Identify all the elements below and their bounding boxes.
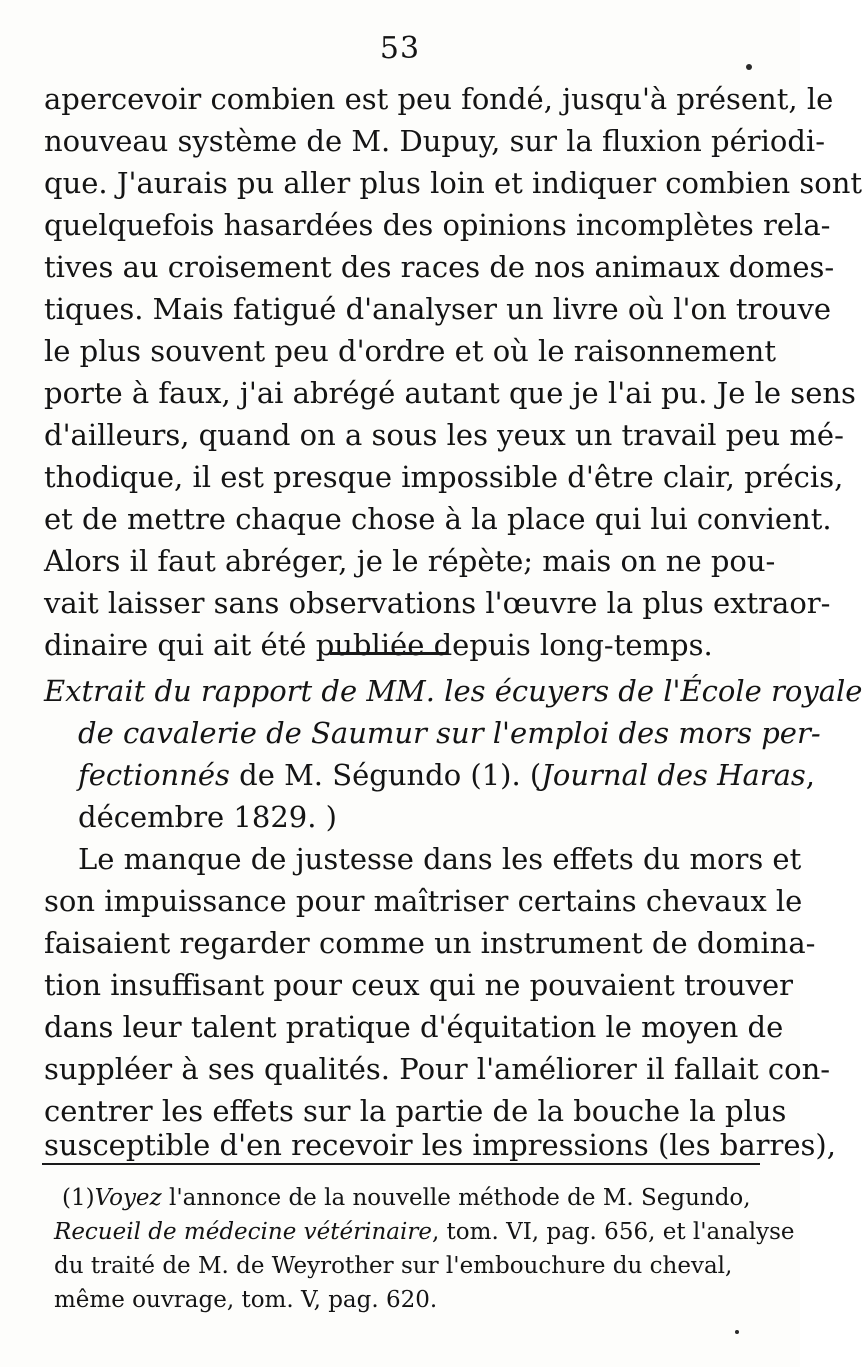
text-line: d'ailleurs, quand on a sous les yeux un travail peu mé- xyxy=(44,418,844,452)
print-speck xyxy=(746,64,752,70)
text-line: Alors il faut abréger, je le répète; mais on ne pou- xyxy=(44,544,776,578)
footnote-line: même ouvrage, tom. V, pag. 620. xyxy=(54,1287,438,1313)
footnote-rule xyxy=(42,1163,760,1165)
text-line: tives au croisement des races de nos animaux domes- xyxy=(44,250,835,284)
footnote-text: , tom. VI, pag. 656, et l'analyse xyxy=(431,1219,795,1245)
text-line: susceptible d'en recevoir les impressions (les barres), xyxy=(44,1128,836,1162)
text-line: thodique, il est presque impossible d'être clair, précis, xyxy=(44,460,844,494)
heading-roman: de M. Ségundo (1). ( xyxy=(229,758,542,792)
text-line: dinaire qui ait été publiée depuis long-temps. xyxy=(44,628,713,662)
text-line: vait laisser sans observations l'œuvre la plus extraor- xyxy=(44,586,831,620)
text-line: suppléer à ses qualités. Pour l'améliorer il fallait con- xyxy=(44,1052,831,1086)
text-line: dans leur talent pratique d'équitation le moyen de xyxy=(44,1010,784,1044)
footnote-voyez: Voyez xyxy=(94,1185,162,1211)
footnote-text: l'annonce de la nouvelle méthode de M. Segundo, xyxy=(161,1185,751,1211)
text-line: porte à faux, j'ai abrégé autant que je l'ai pu. Je le sens xyxy=(44,376,856,410)
footnote-line xyxy=(62,1182,768,1214)
text-line: nouveau système de M. Dupuy, sur la fluxion périodi- xyxy=(44,124,825,158)
heading-line: de cavalerie de Saumur sur l'emploi des mors per- xyxy=(78,716,821,750)
print-speck xyxy=(735,1330,739,1334)
section-divider xyxy=(330,652,448,655)
text-line: faisaient regarder comme un instrument de domina- xyxy=(44,926,816,960)
journal-title: Journal des Haras xyxy=(541,758,806,792)
heading-punct: , xyxy=(805,758,815,792)
text-line: centrer les effets sur la partie de la bouche la plus xyxy=(44,1094,787,1128)
text-line: apercevoir combien est peu fondé, jusqu'à présent, le xyxy=(44,82,834,116)
heading-italic: fectionnés xyxy=(78,758,230,792)
footnote-marker: (1) xyxy=(62,1185,95,1211)
heading-line xyxy=(78,754,815,796)
page-number: 53 xyxy=(379,31,421,66)
text-line: Le manque de justesse dans les effets du mors et xyxy=(78,842,802,876)
footnote-journal: Recueil de médecine vétérinaire xyxy=(54,1219,432,1245)
text-line: tion insuffisant pour ceux qui ne pouvaient trouver xyxy=(44,968,794,1002)
text-line: son impuissance pour maîtriser certains chevaux le xyxy=(44,884,803,918)
text-line: que. J'aurais pu aller plus loin et indiquer combien sont xyxy=(44,166,862,200)
heading-line: décembre 1829. ) xyxy=(78,800,337,834)
footnote-line xyxy=(54,1216,795,1248)
text-line: tiques. Mais fatigué d'analyser un livre où l'on trouve xyxy=(44,292,832,326)
text-line: quelquefois hasardées des opinions incomplètes rela- xyxy=(44,208,831,242)
footnote-line: du traité de M. de Weyrother sur l'embouchure du cheval, xyxy=(54,1253,733,1279)
text-line: et de mettre chaque chose à la place qui lui convient. xyxy=(44,502,832,536)
heading-line: Extrait du rapport de MM. les écuyers de l'École royale xyxy=(44,674,862,708)
text-line: le plus souvent peu d'ordre et où le raisonnement xyxy=(44,334,776,368)
